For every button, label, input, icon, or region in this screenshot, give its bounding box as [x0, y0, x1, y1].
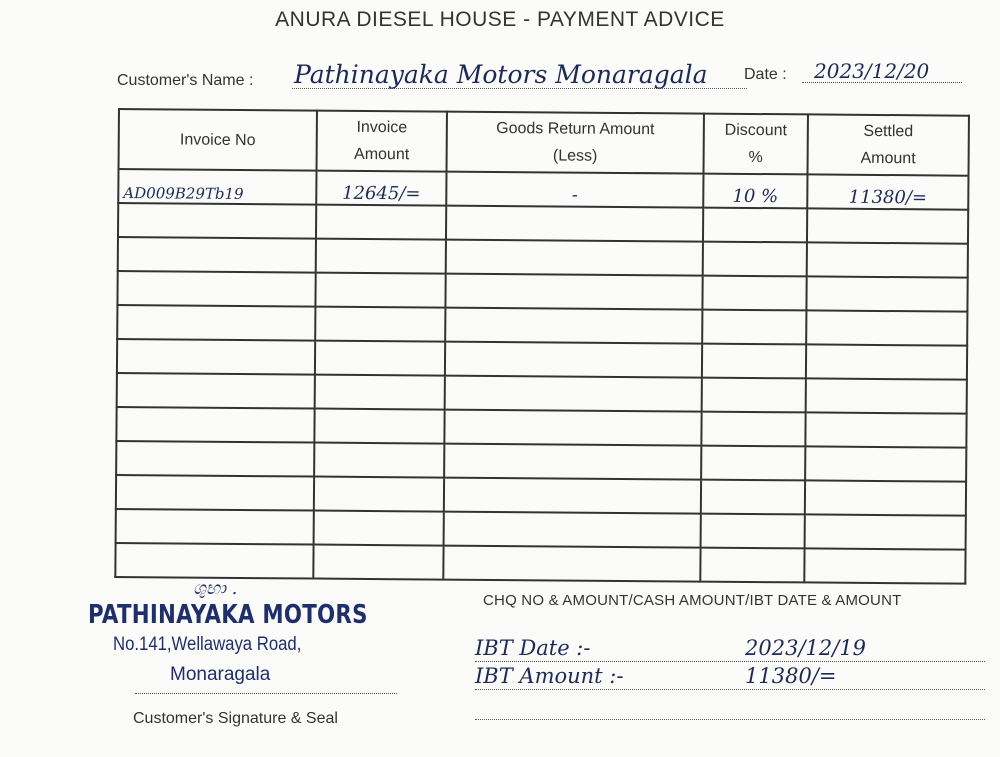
- cell-settled-amount: 11380/=: [807, 174, 968, 209]
- table-cell-empty: [807, 208, 968, 243]
- table-cell-empty: [314, 511, 444, 546]
- table-cell-empty: [444, 478, 701, 514]
- stamp-city: Monaragala: [170, 664, 271, 685]
- table-cell-empty: [807, 242, 968, 277]
- ibt-amount-dotted-line: [475, 689, 985, 690]
- table-cell-empty: [446, 240, 703, 276]
- ibt-amount-value: 11380/=: [745, 664, 837, 688]
- cell-invoice-no: AD009B29Tb19: [118, 169, 316, 205]
- table-cell-empty: [316, 239, 446, 274]
- table-header-row: [119, 109, 969, 176]
- blank-dotted-line: [475, 719, 985, 720]
- header-invoice-no: Invoice No: [119, 109, 317, 171]
- ibt-date-line: [475, 636, 985, 662]
- table-cell-empty: [445, 376, 702, 412]
- signature-label: Customer's Signature & Seal: [133, 710, 338, 727]
- table-cell-empty: [115, 543, 313, 579]
- table-cell-empty: [702, 310, 806, 345]
- table-body: [115, 169, 968, 584]
- table-cell-empty: [116, 509, 314, 545]
- table-cell-empty: [806, 344, 967, 379]
- table-row-empty: [115, 543, 965, 584]
- table-cell-empty: [116, 475, 314, 511]
- header-invoice-amount: Invoice Amount: [317, 111, 447, 172]
- table-cell-empty: [315, 273, 445, 308]
- table-cell-empty: [315, 307, 445, 342]
- table-cell-empty: [117, 271, 315, 307]
- payment-section-title: CHQ NO & AMOUNT/CASH AMOUNT/IBT DATE & AMOUNT: [483, 592, 902, 609]
- table-cell-empty: [117, 373, 315, 409]
- customer-line: [117, 59, 967, 92]
- table-cell-empty: [701, 514, 805, 549]
- invoice-table-wrap: [114, 108, 968, 585]
- table-cell-empty: [806, 378, 967, 413]
- table-cell-empty: [805, 514, 966, 549]
- table-cell-empty: [445, 342, 702, 378]
- signature-dotted-line: [135, 693, 397, 694]
- table-cell-empty: [804, 548, 965, 583]
- table-cell-empty: [805, 446, 966, 481]
- table-cell-empty: [703, 208, 807, 243]
- table-cell-empty: [446, 206, 703, 242]
- stamp-address: No.141,Wellawaya Road,: [113, 634, 302, 655]
- table-cell-empty: [701, 446, 805, 481]
- table-cell-empty: [701, 480, 805, 515]
- ibt-date-label: IBT Date :-: [475, 636, 591, 660]
- table-cell-empty: [314, 443, 444, 478]
- table-cell-empty: [806, 276, 967, 311]
- table-cell-empty: [118, 203, 316, 239]
- table-cell-empty: [702, 276, 806, 311]
- table-cell-empty: [117, 305, 315, 341]
- table-cell-empty: [116, 407, 314, 443]
- ibt-amount-line: [475, 664, 985, 690]
- table-cell-empty: [315, 375, 445, 410]
- header-discount: Discount %: [704, 114, 808, 175]
- table-cell-empty: [445, 274, 702, 310]
- table-cell-empty: [443, 546, 700, 582]
- header-settled-amount: Settled Amount: [807, 114, 968, 175]
- table-cell-empty: [702, 378, 806, 413]
- table-cell-empty: [314, 409, 444, 444]
- header-goods-return-amount: Goods Return Amount (Less): [447, 112, 704, 174]
- table-cell-empty: [116, 441, 314, 477]
- table-cell-empty: [118, 237, 316, 273]
- date-label: Date :: [744, 66, 787, 83]
- table-cell-empty: [313, 545, 443, 580]
- cell-invoice-amount: 12645/=: [316, 171, 446, 206]
- document-title: ANURA DIESEL HOUSE - PAYMENT ADVICE: [275, 8, 725, 31]
- table-cell-empty: [700, 548, 804, 583]
- table-cell-empty: [444, 410, 701, 446]
- table-cell-empty: [445, 308, 702, 344]
- cell-discount: 10 %: [703, 174, 807, 209]
- cell-goods-return: -: [446, 172, 703, 208]
- customer-name-label: Customer's Name :: [117, 72, 254, 89]
- table-cell-empty: [314, 477, 444, 512]
- table-cell-empty: [444, 444, 701, 480]
- stamp-company-name: PATHINAYAKA MOTORS: [88, 600, 368, 630]
- table-cell-empty: [703, 242, 807, 277]
- table-cell-empty: [315, 341, 445, 376]
- table-cell-empty: [701, 412, 805, 447]
- table-cell-empty: [444, 512, 701, 548]
- invoice-table: [114, 108, 970, 585]
- table-cell-empty: [806, 310, 967, 345]
- ibt-amount-label: IBT Amount :-: [475, 664, 624, 688]
- stamp-signature: ශුභා .: [193, 578, 238, 599]
- table-cell-empty: [117, 339, 315, 375]
- payment-blank-line: [475, 694, 985, 720]
- date-value: 2023/12/20: [814, 59, 930, 83]
- table-cell-empty: [805, 480, 966, 515]
- ibt-date-dotted-line: [475, 661, 985, 662]
- table-cell-empty: [702, 344, 806, 379]
- customer-name-value: Pathinayaka Motors Monaragala: [294, 60, 708, 89]
- table-cell-empty: [805, 412, 966, 447]
- table-cell-empty: [316, 205, 446, 240]
- ibt-date-value: 2023/12/19: [745, 636, 867, 660]
